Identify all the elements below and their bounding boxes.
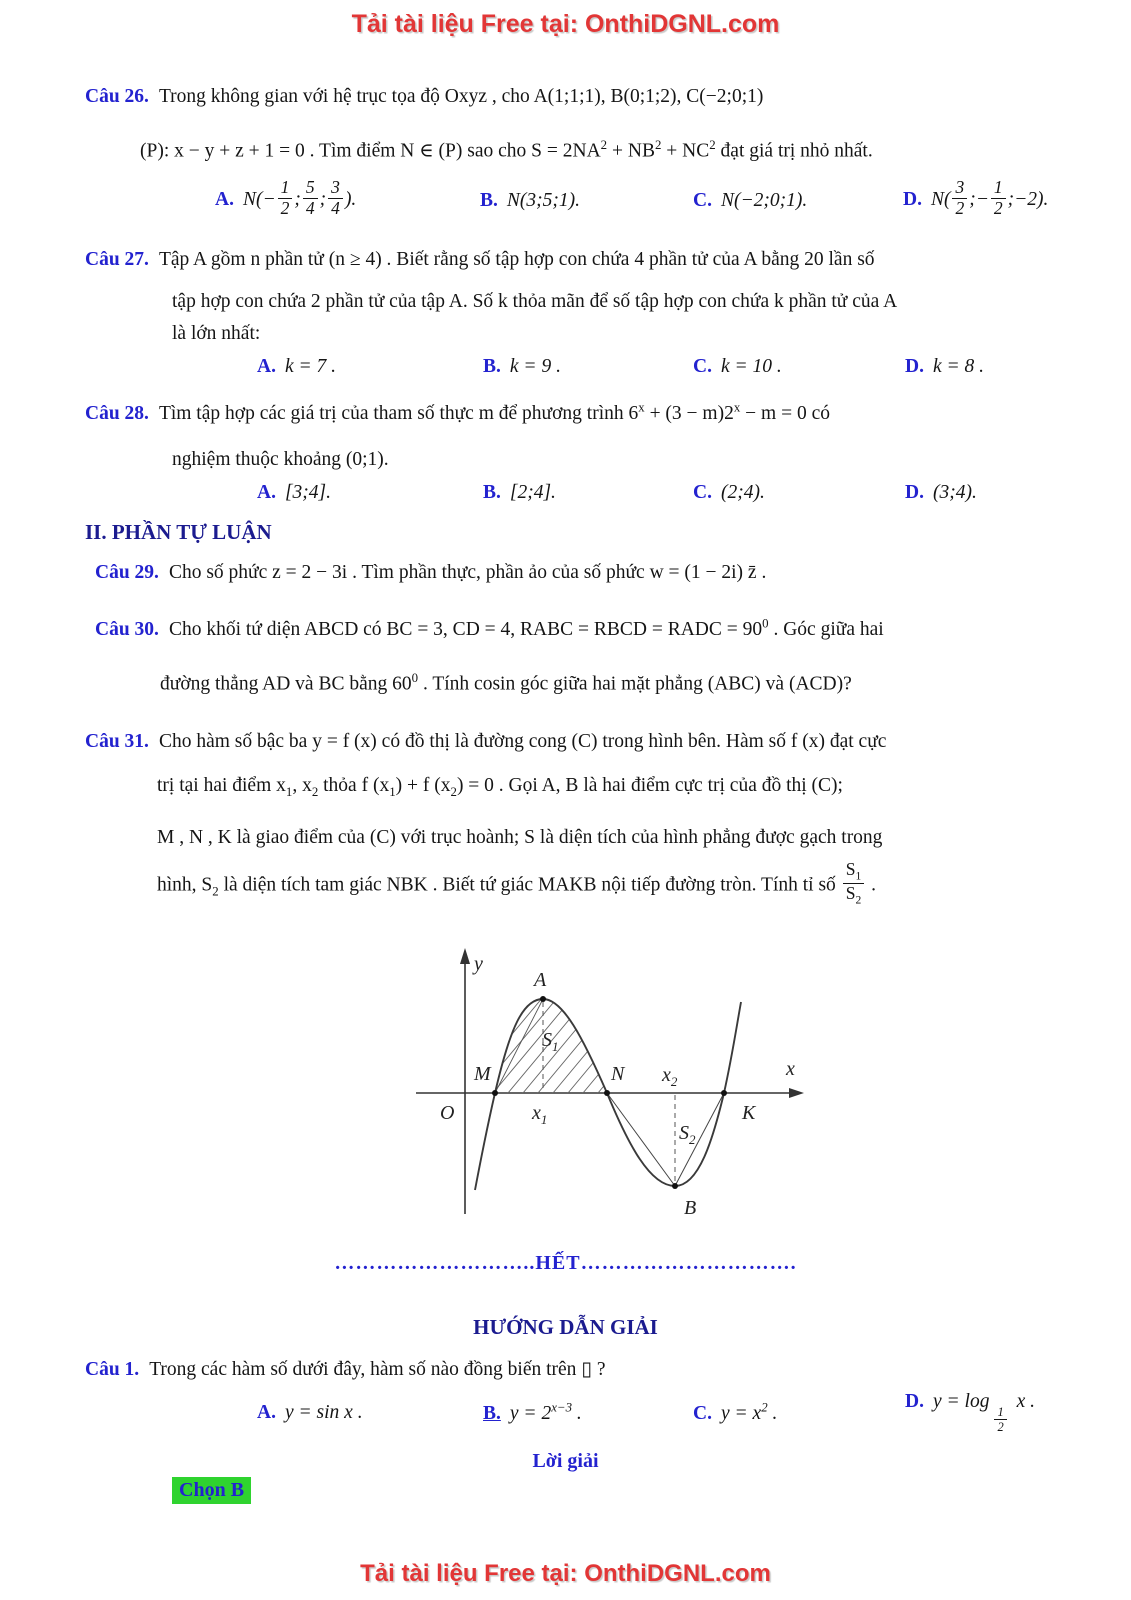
solution-label: Lời giải xyxy=(532,1449,599,1472)
question-1-line1: Trong các hàm số dưới đây, hàm số nào đồng biến trên ▯ ? xyxy=(149,1358,606,1380)
q1-option-c xyxy=(693,1401,905,1426)
question-1 xyxy=(0,1354,1131,1436)
question-28-label: Câu 28. xyxy=(85,403,149,424)
question-27-line3: là lớn nhất: xyxy=(172,322,261,344)
q28-option-a xyxy=(257,482,483,504)
x-axis-label: x xyxy=(786,1057,795,1080)
q28-option-d-label: D. xyxy=(905,482,924,503)
q1-option-a xyxy=(257,1402,483,1424)
section-header-tu-luan: II. PHẦN TỰ LUẬN xyxy=(85,520,272,544)
q28-option-b-text: [2;4]. xyxy=(509,482,556,503)
point-B-dot xyxy=(672,1183,678,1189)
q28-option-c-label: C. xyxy=(693,482,712,503)
q26-option-d-label: D. xyxy=(903,188,922,210)
question-26-label: Câu 26. xyxy=(85,86,149,107)
q26-option-c xyxy=(693,190,903,212)
chosen-answer-badge: Chọn B xyxy=(172,1477,251,1504)
figure-label-N: N xyxy=(611,1062,625,1085)
q1-option-c-label: C. xyxy=(693,1403,712,1425)
q28-option-a-label: A. xyxy=(257,482,276,503)
q26-option-a-label: A. xyxy=(215,188,234,210)
q27-option-a-text: k = 7 . xyxy=(284,355,337,377)
s1-hatching xyxy=(438,997,693,1123)
chord-M-A xyxy=(495,999,543,1093)
point-K-dot xyxy=(721,1090,727,1096)
question-28-line1: Tìm tập hợp các giá trị của tham số thực m để phương trình $6^x + (3 - m)2^x - m = 0$ có xyxy=(158,400,830,424)
q27-option-c xyxy=(693,356,905,378)
q28-option-c xyxy=(693,482,905,504)
origin-label: O xyxy=(440,1101,455,1124)
question-31-line3: M , N , K là giao điểm của (C) với trục hoành; S là diện tích của hình phẳng được gạch trong xyxy=(157,826,883,848)
question-31-line2: trị tại hai điểm $x_1$, $x_2$ thỏa f $(x_1) + f$ $(x_2) = 0$ . Gọi A, B là hai điểm cực trị của đồ thị (C); xyxy=(157,775,843,799)
figure-label-x1: $x_1$ xyxy=(532,1101,548,1127)
q27-option-b-label: B. xyxy=(483,355,501,377)
q27-option-a-label: A. xyxy=(257,355,276,377)
point-A-dot xyxy=(540,996,546,1002)
question-1-options xyxy=(85,1390,1071,1436)
q28-option-d-text: (3;4). xyxy=(932,482,977,503)
point-M-dot xyxy=(492,1090,498,1096)
q27-option-d-text: k = 8 . xyxy=(932,355,985,377)
question-26-line1: Trong không gian với hệ trục tọa độ Oxyz , cho A(1;1;1), B(0;1;2), C(−2;0;1) xyxy=(158,86,764,107)
q27-option-b-text: k = 9 . xyxy=(509,355,561,377)
question-26-line2: (P): x − y + z + 1 = 0 . Tìm điểm N ∈ (P) sao cho $S = 2NA^2 + NB^2 + NC^2$ đạt giá trị nhỏ nhất. xyxy=(140,138,873,162)
q26-option-c-text: N(−2;0;1). xyxy=(720,189,808,211)
q1-option-d xyxy=(905,1391,1071,1434)
question-29-line1: Cho số phức z = 2 − 3i . Tìm phần thực, phần ảo của số phức w = (1 − 2i) z̄ . xyxy=(168,562,767,583)
question-29 xyxy=(0,557,1131,589)
x-axis-arrow xyxy=(789,1088,804,1098)
q28-option-b xyxy=(483,482,693,504)
question-29-label: Câu 29. xyxy=(95,562,159,583)
question-30-line1: Cho khối tứ diện ABCD có BC = 3, CD = 4, RABC = RBCD = RADC = $90^0$ . Góc giữa hai xyxy=(168,616,884,640)
q28-option-d xyxy=(905,482,1071,504)
figure-label-x2: $x_2$ xyxy=(662,1063,678,1089)
q26-option-a xyxy=(215,177,480,220)
q1-option-c-text: $y = x^2$ . xyxy=(720,1400,778,1425)
q1-option-b-text: $y = 2^{x-3}$ . xyxy=(509,1400,582,1425)
y-axis-label: y xyxy=(474,952,483,975)
q1-option-b xyxy=(483,1401,693,1426)
solutions-header: HƯỚNG DẪN GIẢI xyxy=(473,1314,658,1339)
question-27 xyxy=(0,244,1131,378)
q26-option-b-label: B. xyxy=(480,189,498,211)
q1-option-a-text: y = sin x . xyxy=(284,1401,363,1423)
bottom-banner: Tải tài liệu Free tại: OnthiDGNL.com xyxy=(360,1560,771,1587)
q1-option-d-label: D. xyxy=(905,1391,924,1413)
q27-option-c-label: C. xyxy=(693,355,712,377)
question-31-label: Câu 31. xyxy=(85,731,149,752)
question-28-line2: nghiệm thuộc khoảng (0;1). xyxy=(172,449,389,470)
question-26-options xyxy=(85,172,1071,230)
question-26 xyxy=(0,81,1131,230)
cubic-graph-svg xyxy=(398,918,818,1218)
q27-option-b xyxy=(483,356,693,378)
question-27-line2: tập hợp con chứa 2 phần tử của tập A. Số k thỏa mãn để số tập hợp con chứa k phần tử của A xyxy=(172,290,898,312)
figure-label-S1: $S_1$ xyxy=(542,1028,559,1054)
log-base-fraction: $\frac{1}{2}$ xyxy=(992,1405,1008,1434)
q26-option-d-text: N( $\frac{3}{2}$ ;− $\frac{1}{2}$ ;−2). xyxy=(930,177,1049,218)
figure-label-M: M xyxy=(474,1062,491,1085)
point-N-dot xyxy=(604,1090,610,1096)
q28-option-c-text: (2;4). xyxy=(720,482,765,503)
q26-option-d xyxy=(903,177,1071,220)
answer-highlight-wrap xyxy=(0,1477,1131,1504)
q1-option-a-label: A. xyxy=(257,1401,276,1423)
question-27-options xyxy=(85,356,1071,378)
q26-option-c-label: C. xyxy=(693,189,712,211)
question-31-line4: hình, $S_2$ là diện tích tam giác NBK . Biết tứ giác MAKB nội tiếp đường tròn. Tính tỉ số $\frac{S_1}{S_2}$ . xyxy=(157,858,876,907)
question-30 xyxy=(0,607,1131,700)
top-banner: Tải tài liệu Free tại: OnthiDGNL.com xyxy=(351,10,780,38)
q1-option-d-text: y = log $\frac{1}{2}$ x . xyxy=(932,1391,1035,1435)
chord-N-B xyxy=(607,1093,675,1186)
figure-label-S2: $S_2$ xyxy=(679,1121,696,1147)
q1-option-b-label: B. xyxy=(483,1403,501,1425)
figure-label-B: B xyxy=(684,1196,697,1218)
end-marker: ………………………..HẾT…………………………. xyxy=(334,1251,797,1274)
question-31-line1: Cho hàm số bậc ba y = f (x) có đồ thị là đường cong (C) trong hình bên. Hàm số f (x) đạt cực xyxy=(158,731,887,752)
q27-option-c-text: k = 10 . xyxy=(720,355,782,377)
question-31 xyxy=(0,726,1131,910)
question-30-label: Câu 30. xyxy=(95,618,159,640)
q27-option-a xyxy=(257,356,483,378)
figure-label-A: A xyxy=(534,968,547,991)
cubic-graph-figure xyxy=(398,918,818,1224)
q28-option-a-text: [3;4]. xyxy=(284,482,332,503)
q26-option-a-text: N(− $\frac{1}{2}$ ; $\frac{5}{4}$ ; $\frac{3}{4}$ ). xyxy=(242,177,357,218)
question-27-label: Câu 27. xyxy=(85,248,149,270)
q27-option-d xyxy=(905,356,1071,378)
q26-option-b-text: N(3;5;1). xyxy=(506,189,580,211)
q26-option-b xyxy=(480,190,693,212)
question-28 xyxy=(0,392,1131,505)
question-1-label: Câu 1. xyxy=(85,1358,140,1380)
question-27-line1: Tập A gồm n phần tử (n ≥ 4) . Biết rằng số tập hợp con chứa 4 phần tử của A bằng 20 lần số xyxy=(158,248,875,270)
q28-option-b-label: B. xyxy=(483,482,501,503)
y-axis-arrow xyxy=(460,948,470,964)
q27-option-d-label: D. xyxy=(905,355,924,377)
question-28-options xyxy=(85,482,1071,504)
question-30-line2: đường thẳng AD và BC bằng $60^0$ . Tính cosin góc giữa hai mặt phẳng (ABC) và (ACD)? xyxy=(160,670,852,694)
figure-label-K: K xyxy=(742,1101,756,1124)
